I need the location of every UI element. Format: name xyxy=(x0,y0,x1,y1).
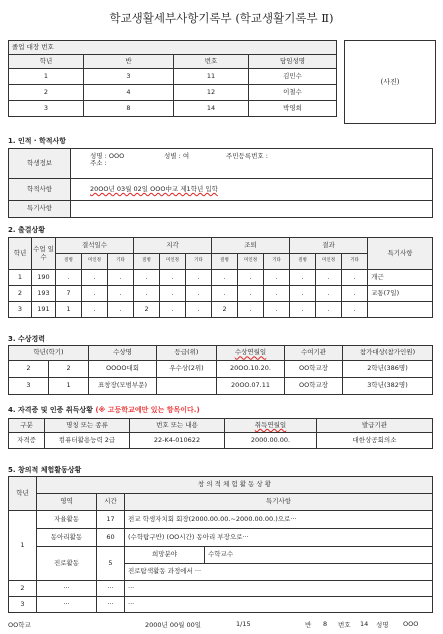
table-cell: 자율활동 xyxy=(37,511,97,529)
note-header: 특기사항 xyxy=(368,238,433,270)
table-cell: 3 xyxy=(9,101,84,117)
table-cell: 2 xyxy=(9,286,32,302)
table-cell: . xyxy=(186,286,212,302)
table-cell: 12 xyxy=(174,85,249,101)
table-cell: 3학년(382명) xyxy=(343,378,433,395)
table-cell xyxy=(157,378,217,395)
student-name: 성명 : OOO xyxy=(90,152,125,160)
academic-text: 20OO년 03월 02일 OOO中교 제1학년 입학 xyxy=(90,184,218,193)
table-row xyxy=(9,511,433,529)
table-cell: 20OO.10.20. xyxy=(217,361,285,378)
page-title: 학교생활세부사항기록부 (학교생활기록부 Ⅱ) xyxy=(109,11,334,25)
table-cell: . xyxy=(290,302,316,318)
grade-header: 학년 xyxy=(9,238,32,270)
table-cell: 3 xyxy=(84,69,174,85)
table-cell: . xyxy=(186,270,212,286)
graduate-number-label: 졸업 대장 번호 xyxy=(9,41,337,55)
table-cell: 193 xyxy=(32,286,56,302)
sub-header: 미인정 xyxy=(82,254,108,270)
table-cell: 2 xyxy=(49,361,89,378)
table-cell: 박영희 xyxy=(249,101,337,117)
col-header: 구분 xyxy=(9,419,45,433)
academic-value xyxy=(71,179,433,201)
col-header: 시간 xyxy=(97,494,125,511)
col-header xyxy=(225,419,317,433)
col-header: 참가대상(참가인원) xyxy=(343,346,433,361)
student-rrn: 주민등록번호 : xyxy=(226,152,268,160)
table-row xyxy=(9,286,433,302)
table-cell: . xyxy=(160,286,186,302)
footer-number-value: 14 xyxy=(360,620,369,628)
sub-header: 기타 xyxy=(186,254,212,270)
table-cell: . xyxy=(108,270,134,286)
table-cell: . xyxy=(342,302,368,318)
table-cell: 2 xyxy=(9,85,84,101)
col-header: 반 xyxy=(84,55,174,69)
table-cell: 4 xyxy=(84,85,174,101)
special-note-value xyxy=(71,201,433,218)
table-cell: . xyxy=(264,302,290,318)
table-cell: 진로탐색활동 과정에서 ··· xyxy=(125,564,433,581)
table-cell: 11 xyxy=(174,69,249,85)
student-gender: 성별 : 여 xyxy=(164,152,190,160)
attendance-table xyxy=(8,237,433,318)
group-header: 지각 xyxy=(134,238,212,254)
group-header: 결과 xyxy=(290,238,368,254)
sub-header: 기타 xyxy=(108,254,134,270)
table-cell: 표창장(모범부문) xyxy=(89,378,157,395)
col-header: 담임성명 xyxy=(249,55,337,69)
table-cell: . xyxy=(56,270,82,286)
table-cell: OO학교장 xyxy=(285,361,343,378)
table-cell: . xyxy=(108,302,134,318)
table-cell: 컴퓨터활용능력 2급 xyxy=(45,433,130,449)
homeroom-table xyxy=(8,40,337,117)
table-cell: 1 xyxy=(9,270,32,286)
table-cell: 5 xyxy=(97,547,125,581)
col-header: 영역 xyxy=(37,494,97,511)
table-cell: 동아리활동 xyxy=(37,529,97,547)
table-cell: 전교 학생자치회 회장(2000.00.00.~2000.00.00.)으로··· xyxy=(125,511,433,529)
table-cell: 김민수 xyxy=(249,69,337,85)
sub-header: 미인정 xyxy=(238,254,264,270)
table-cell: 진로활동 xyxy=(37,547,97,581)
photo-box xyxy=(344,40,436,124)
table-row xyxy=(9,361,433,378)
table-cell: 17 xyxy=(97,511,125,529)
creative-activity-table xyxy=(8,476,433,613)
table-cell: 3 xyxy=(9,302,32,318)
table-cell: 2 xyxy=(212,302,238,318)
table-cell: . xyxy=(238,270,264,286)
table-cell: 60 xyxy=(97,529,125,547)
table-cell: 22-K4-010622 xyxy=(130,433,225,449)
table-cell: . xyxy=(82,302,108,318)
footer-class-label: 반 xyxy=(305,621,312,629)
footer xyxy=(8,620,433,632)
sub-header: 기타 xyxy=(342,254,368,270)
table-cell: . xyxy=(238,286,264,302)
table-cell: OO학교장 xyxy=(285,378,343,395)
group-header: 조퇴 xyxy=(212,238,290,254)
personal-info-table xyxy=(8,148,433,218)
days-header: 수업 일수 xyxy=(32,238,56,270)
table-cell: 교통(7일) xyxy=(368,286,433,302)
section-title: 5. 창의적 체험활동상황 xyxy=(8,466,82,474)
table-cell: . xyxy=(212,286,238,302)
student-info-value xyxy=(71,149,433,179)
col-header: 특기사항 xyxy=(125,494,433,511)
col-header: 등급(위) xyxy=(157,346,217,361)
footer-number-label: 번호 xyxy=(338,621,351,629)
table-row xyxy=(9,529,433,547)
table-cell: . xyxy=(82,270,108,286)
hope-value: 수학교수 xyxy=(205,547,433,564)
footer-page: 1/15 xyxy=(236,620,251,628)
footer-class-value: 8 xyxy=(323,620,328,628)
col-header: 수여기관 xyxy=(285,346,343,361)
certificate-table xyxy=(8,418,433,449)
col-header-text: 수상연월일 xyxy=(234,348,267,357)
footer-name-label: 성명 xyxy=(376,621,389,629)
student-info-label: 학생정보 xyxy=(9,149,71,179)
table-cell: 7 xyxy=(56,286,82,302)
footer-date: 2000년 00월 00일 xyxy=(145,621,202,629)
awards-table xyxy=(8,345,433,395)
table-cell: . xyxy=(264,270,290,286)
hope-label: 희망분야 xyxy=(125,547,205,564)
grade-cell: 1 xyxy=(9,511,37,581)
sub-header: 질병 xyxy=(56,254,82,270)
table-row xyxy=(9,581,433,597)
grade-header: 학년 xyxy=(9,477,37,511)
table-cell: 2학년(386명) xyxy=(343,361,433,378)
activity-header: 창 의 적 체 험 활 동 상 황 xyxy=(37,477,433,494)
grade-cell: 2 xyxy=(9,581,37,597)
col-header xyxy=(217,346,285,361)
table-row xyxy=(9,433,433,449)
table-row xyxy=(9,378,433,395)
table-cell: . xyxy=(82,286,108,302)
table-cell: . xyxy=(342,286,368,302)
special-note-label: 특기사항 xyxy=(9,201,71,218)
table-cell: 191 xyxy=(32,302,56,318)
table-row xyxy=(9,270,433,286)
col-header: 번호 또는 내용 xyxy=(130,419,225,433)
table-cell: 20OO.07.11 xyxy=(217,378,285,395)
section-title xyxy=(8,405,200,415)
table-cell: . xyxy=(160,302,186,318)
table-cell: . xyxy=(316,270,342,286)
table-row xyxy=(9,547,433,564)
sub-header: 질병 xyxy=(290,254,316,270)
table-cell: 1 xyxy=(9,69,84,85)
table-cell: 2 xyxy=(134,302,160,318)
col-header: 번호 xyxy=(174,55,249,69)
table-cell: . xyxy=(212,270,238,286)
sub-header: 기타 xyxy=(264,254,290,270)
table-cell: 2000.00.00. xyxy=(225,433,317,449)
table-cell: OOOO대회 xyxy=(89,361,157,378)
table-cell: . xyxy=(134,270,160,286)
table-cell: 1 xyxy=(49,378,89,395)
table-cell: 3 xyxy=(9,378,49,395)
table-cell: . xyxy=(316,286,342,302)
section-title: 1. 인적 · 학적사항 xyxy=(8,137,67,145)
table-cell: 개근 xyxy=(368,270,433,286)
table-cell: . xyxy=(290,270,316,286)
table-cell: . xyxy=(290,286,316,302)
col-header-text: 취득연월일 xyxy=(254,420,287,429)
table-row xyxy=(9,597,433,613)
sub-header: 미인정 xyxy=(160,254,186,270)
grade-cell: 3 xyxy=(9,597,37,613)
table-cell xyxy=(368,302,433,318)
sub-header: 질병 xyxy=(212,254,238,270)
academic-label: 학적사항 xyxy=(9,179,71,201)
table-cell: . xyxy=(160,270,186,286)
table-cell: . xyxy=(108,286,134,302)
photo-label: (사진) xyxy=(380,78,400,86)
col-header: 학년(학기) xyxy=(9,346,89,361)
col-header: 수상명 xyxy=(89,346,157,361)
table-cell: 우수상(2위) xyxy=(157,361,217,378)
table-cell: . xyxy=(134,286,160,302)
col-header: 명칭 또는 종류 xyxy=(45,419,130,433)
table-cell: ··· xyxy=(37,581,97,597)
table-cell: ··· xyxy=(125,597,433,613)
footer-school: OO학교 xyxy=(8,621,31,629)
table-cell: . xyxy=(342,270,368,286)
col-header: 발급기관 xyxy=(317,419,433,433)
footer-name-value: OOO xyxy=(403,620,419,628)
table-cell: ··· xyxy=(97,581,125,597)
table-cell: 1 xyxy=(56,302,82,318)
table-cell: . xyxy=(316,302,342,318)
table-cell: 190 xyxy=(32,270,56,286)
table-cell: . xyxy=(238,302,264,318)
table-cell: 2 xyxy=(9,361,49,378)
table-cell: ··· xyxy=(97,597,125,613)
section-note: (※ 고등학교에만 있는 항목이다.) xyxy=(95,406,200,414)
table-cell: ··· xyxy=(37,597,97,613)
student-address: 주소 : xyxy=(90,159,107,168)
group-header: 결석일수 xyxy=(56,238,134,254)
table-cell: ··· xyxy=(125,581,433,597)
table-cell: 자격증 xyxy=(9,433,45,449)
table-cell: 14 xyxy=(174,101,249,117)
table-cell: 대한상공회의소 xyxy=(317,433,433,449)
table-cell: . xyxy=(186,302,212,318)
section-title: 2. 출결상황 xyxy=(8,226,46,234)
sub-header: 질병 xyxy=(134,254,160,270)
col-header: 학년 xyxy=(9,55,84,69)
table-cell: 이철수 xyxy=(249,85,337,101)
table-cell: 8 xyxy=(84,101,174,117)
section-title: 3. 수상경력 xyxy=(8,335,46,343)
table-cell: . xyxy=(264,286,290,302)
table-row xyxy=(9,302,433,318)
table-cell: (수학탐구반) (OO시간) 동아리 부장으로··· xyxy=(125,529,433,547)
sub-header: 미인정 xyxy=(316,254,342,270)
section-title-text: 4. 자격증 및 인증 취득상황 xyxy=(8,406,93,414)
